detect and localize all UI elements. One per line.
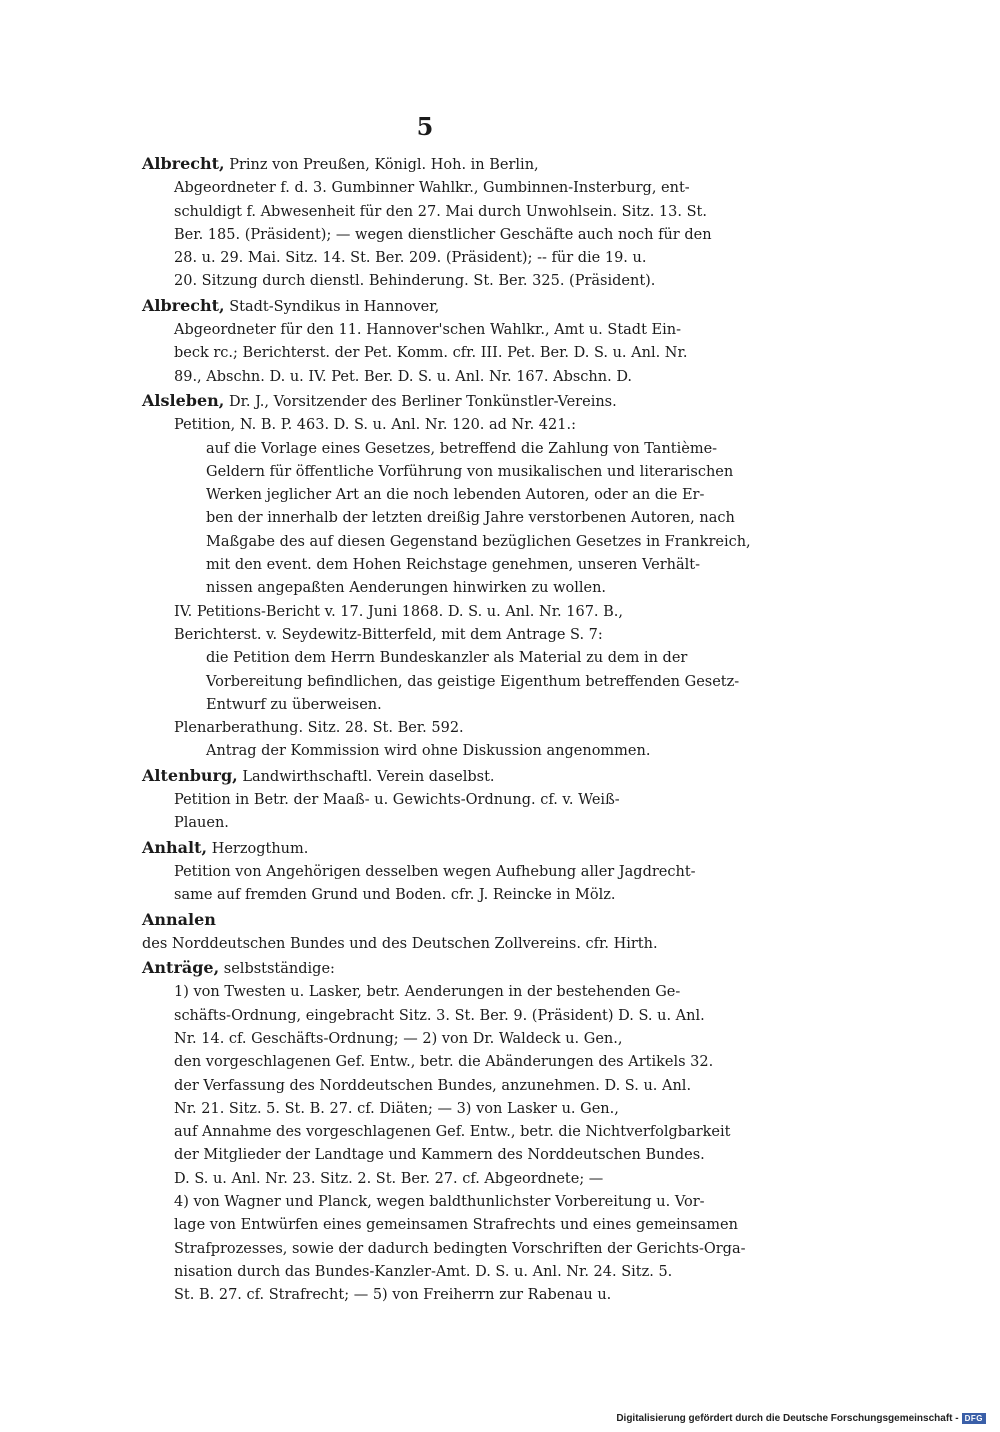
entry-line: schäfts-Ordnung, eingebracht Sitz. 3. St. Ber. 9. (Präsident) D. S. u. Anl. — [174, 1007, 705, 1024]
entry-line: Nr. 14. cf. Geschäfts-Ordnung; — 2) von Dr. Waldeck u. Gen., — [174, 1030, 623, 1047]
entry-line: mit den event. dem Hohen Reichstage genehmen, unseren Verhält- — [206, 557, 700, 574]
entry-line: Abgeordneter für den 11. Hannover'schen Wahlkr., Amt u. Stadt Ein- — [174, 322, 681, 339]
headword: Anhalt, — [142, 837, 208, 857]
entry-line: den vorgeschlagenen Gef. Entw., betr. die Abänderungen des Artikels 32. — [174, 1054, 714, 1071]
entry-line: nissen angepaßten Aenderungen hinwirken zu wollen. — [206, 580, 607, 597]
entry-altenburg — [142, 764, 712, 836]
page-number: 5 — [416, 112, 434, 141]
entry-annalen — [142, 908, 712, 957]
register-content — [142, 152, 751, 1308]
entry-line: Plenarberathung. Sitz. 28. St. Ber. 592. — [174, 720, 464, 737]
headword: Albrecht, — [142, 295, 225, 315]
entry-line: Berichterst. v. Seydewitz-Bitterfeld, mit dem Antrage S. 7: — [174, 626, 603, 643]
entry-line: Prinz von Preußen, Königl. Hoh. in Berlin, — [229, 157, 539, 173]
entry-line: Antrag der Kommission wird ohne Diskussion angenommen. — [206, 743, 651, 760]
entry-line: des Norddeutschen Bundes und des Deutschen Zollvereins. cfr. Hirth. — [142, 935, 658, 952]
headword: Alsleben, — [142, 390, 225, 410]
entry-line: auf die Vorlage eines Gesetzes, betreffend die Zahlung von Tantième- — [206, 440, 718, 457]
entry-line: 4) von Wagner und Planck, wegen baldthunlichster Vorbereitung u. Vor- — [174, 1194, 705, 1211]
entry-line: Geldern für öffentliche Vorführung von musikalischen und literarischen — [206, 463, 734, 480]
entry-line: 1) von Twesten u. Lasker, betr. Aenderungen in der bestehenden Ge- — [174, 984, 681, 1001]
headword: Annalen — [142, 909, 216, 929]
entry-line: Dr. J., Vorsitzender des Berliner Tonkünstler-Vereins. — [228, 393, 617, 410]
entry-line: Landwirthschaftl. Verein daselbst. — [242, 768, 495, 785]
entry-line: auf Annahme des vorgeschlagenen Gef. Entw., betr. die Nichtverfolgbarkeit — [174, 1124, 731, 1141]
entry-line: 89., Abschn. D. u. IV. Pet. Ber. D. S. u. Anl. Nr. 167. Abschn. D. — [174, 368, 633, 385]
entry-line: beck rc.; Berichterst. der Pet. Komm. cfr. III. Pet. Ber. D. S. u. Anl. Nr. — [174, 345, 688, 362]
entry-line: die Petition dem Herrn Bundeskanzler als Material zu dem in der — [206, 650, 688, 667]
entry-line: Abgeordneter f. d. 3. Gumbinner Wahlkr., Gumbinnen-Insterburg, ent- — [174, 180, 690, 197]
entry-line: ben der innerhalb der letzten dreißig Jahre verstorbenen Autoren, nach — [206, 510, 735, 527]
entry-alsleben — [142, 389, 751, 764]
dfg-logo-icon: DFG — [962, 1413, 986, 1424]
entry-line: selbstständige: — [223, 961, 335, 978]
entry-line: St. B. 27. cf. Strafrecht; — 5) von Freiherrn zur Rabenau u. — [174, 1287, 612, 1304]
entry-line: Stadt-Syndikus in Hannover, — [229, 298, 440, 315]
entry-line: schuldigt f. Abwesenheit für den 27. Mai durch Unwohlsein. Sitz. 13. St. — [174, 203, 707, 220]
entry-line: Maßgabe des auf diesen Gegenstand bezüglichen Gesetzes in Frankreich, — [206, 533, 751, 550]
entry-anhalt — [142, 836, 712, 908]
headword: Anträge, — [142, 958, 220, 978]
entry-line: 20. Sitzung durch dienstl. Behinderung. St. Ber. 325. (Präsident). — [174, 273, 656, 290]
entry-line: Petition in Betr. der Maaß- u. Gewichts-Ordnung. cf. v. Weiß- — [174, 792, 620, 809]
entry-line: D. S. u. Anl. Nr. 23. Sitz. 2. St. Ber. 27. cf. Abgeordnete; — — [174, 1170, 604, 1187]
headword: Altenburg, — [142, 765, 238, 785]
entry-albrecht-prinz — [142, 152, 712, 294]
digitization-footer — [616, 1413, 986, 1424]
footer-text: Digitalisierung gefördert durch die Deutsche Forschungsgemeinschaft - — [616, 1413, 959, 1424]
entry-line: Herzogthum. — [211, 840, 309, 857]
entry-line: Plauen. — [174, 815, 229, 832]
entry-line: Werken jeglicher Art an die noch lebenden Autoren, oder an die Er- — [206, 487, 705, 504]
entry-line: nisation durch das Bundes-Kanzler-Amt. D. S. u. Anl. Nr. 24. Sitz. 5. — [174, 1263, 673, 1280]
entry-antraege — [142, 956, 746, 1307]
entry-line: lage von Entwürfen eines gemeinsamen Strafrechts und eines gemeinsamen — [174, 1217, 738, 1234]
entry-line: Ber. 185. (Präsident); — wegen dienstlicher Geschäfte auch noch für den — [174, 226, 712, 243]
entry-line: 28. u. 29. Mai. Sitz. 14. St. Ber. 209. (Präsident); -- für die 19. u. — [174, 250, 647, 267]
entry-line: IV. Petitions-Bericht v. 17. Juni 1868. D. S. u. Anl. Nr. 167. B., — [174, 603, 624, 620]
entry-line: Entwurf zu überweisen. — [206, 696, 382, 713]
entry-line: Vorbereitung befindlichen, das geistige Eigenthum betreffenden Gesetz- — [206, 673, 740, 690]
entry-line: der Verfassung des Norddeutschen Bundes, anzunehmen. D. S. u. Anl. — [174, 1077, 692, 1094]
headword: Albrecht, — [142, 154, 225, 173]
entry-albrecht-syndikus — [142, 294, 712, 389]
entry-line: same auf fremden Grund und Boden. cfr. J. Reincke in Mölz. — [174, 887, 616, 904]
entry-line: Petition von Angehörigen desselben wegen Aufhebung aller Jagdrecht- — [174, 863, 696, 880]
entry-line: Petition, N. B. P. 463. D. S. u. Anl. Nr. 120. ad Nr. 421.: — [174, 417, 576, 434]
entry-line: Nr. 21. Sitz. 5. St. B. 27. cf. Diäten; — 3) von Lasker u. Gen., — [174, 1100, 619, 1117]
entry-line: der Mitglieder der Landtage und Kammern des Norddeutschen Bundes. — [174, 1147, 705, 1164]
entry-line: Strafprozesses, sowie der dadurch bedingten Vorschriften der Gerichts-Orga- — [174, 1240, 746, 1257]
